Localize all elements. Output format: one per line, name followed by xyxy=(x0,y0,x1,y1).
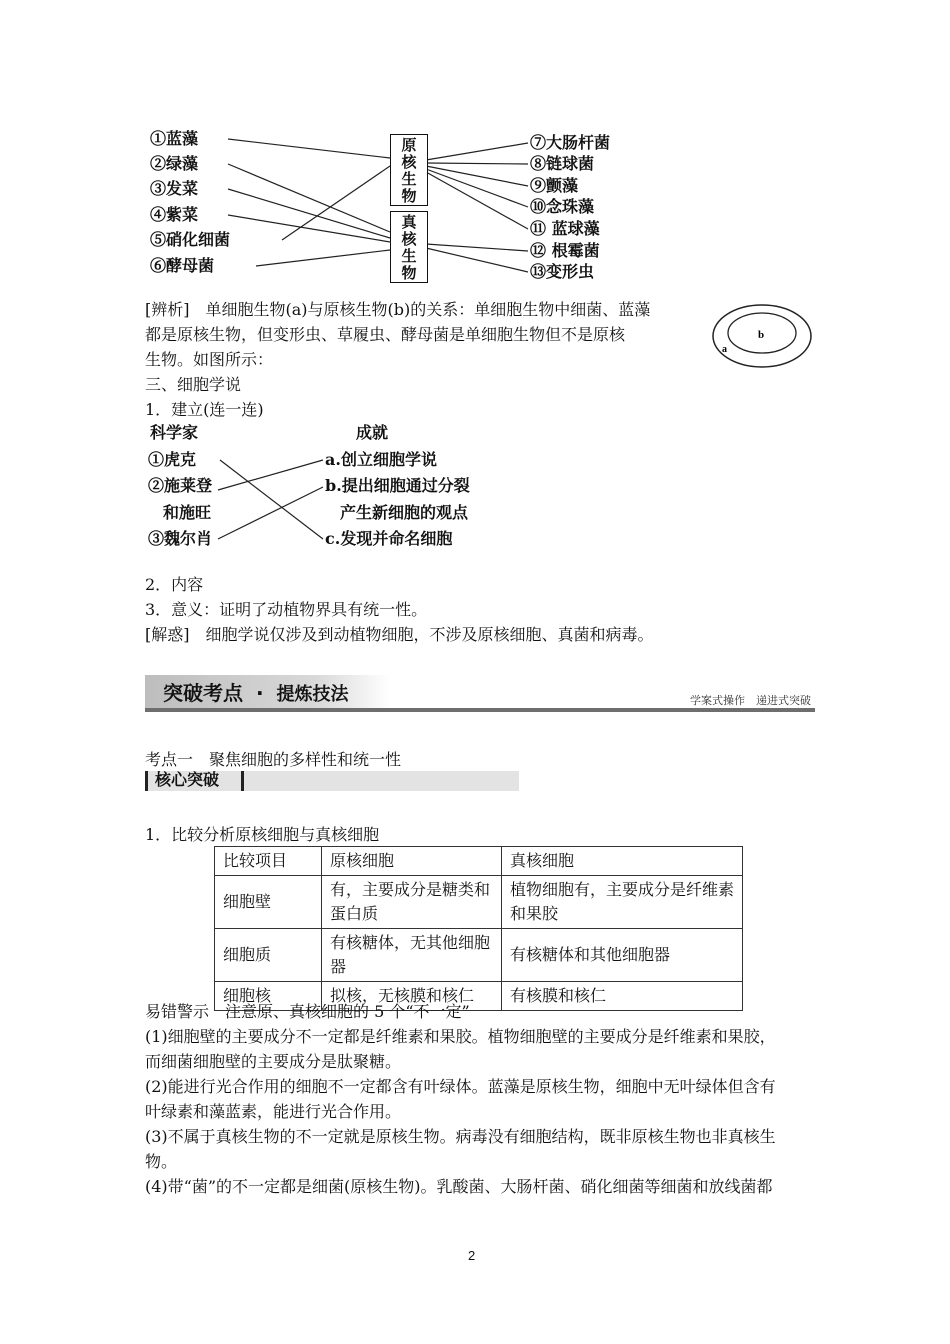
table-cell: 有，主要成分是糖类和蛋白质 xyxy=(322,876,502,929)
box-eukaryote xyxy=(390,211,428,283)
section-banner xyxy=(145,675,815,715)
scientist-2-cont: 和施旺 xyxy=(163,503,212,522)
table-cell: 细胞质 xyxy=(215,929,322,982)
analysis-line-1: [辨析] 单细胞生物(a)与原核生物(b)的关系：单细胞生物中细菌、蓝藻 xyxy=(145,300,651,319)
scientist-2: ②施莱登 xyxy=(148,476,213,495)
line-hooke-c xyxy=(220,460,323,539)
item-establish: 1．建立(连一连) xyxy=(145,400,264,419)
table-cell: 有核膜和核仁 xyxy=(502,982,743,1011)
box-prok-char-3: 生 xyxy=(401,170,417,188)
box-prok-char-2: 核 xyxy=(401,153,417,171)
banner-title-group xyxy=(163,678,349,710)
core-tag-bar xyxy=(145,771,519,791)
header-achievement: 成就 xyxy=(356,423,389,442)
circle-label-b: b xyxy=(758,329,765,341)
line-prok-r9 xyxy=(426,166,528,186)
table-cell: 有核糖体和其他细胞器 xyxy=(502,929,743,982)
table-cell: 植物细胞有，主要成分是纤维素和果胶 xyxy=(502,876,743,929)
right-item-13: ⑬变形虫 xyxy=(530,262,595,281)
banner-dot: · xyxy=(255,681,264,705)
line-l6-euk xyxy=(256,250,390,266)
analysis-line-3: 生物。如图所示： xyxy=(145,350,274,369)
box-euk-char-4: 物 xyxy=(401,264,417,282)
section-title-cell-theory: 三、细胞学说 xyxy=(145,375,242,394)
doubt-note: [解惑] 细胞学说仅涉及到动植物细胞，不涉及原核细胞、真菌和病毒。 xyxy=(145,625,654,644)
right-item-10: ⑩念珠藻 xyxy=(530,197,595,216)
table-header: 比较项目 xyxy=(215,847,322,876)
point-title: 考点一 聚焦细胞的多样性和统一性 xyxy=(145,750,402,769)
box-prokaryote xyxy=(390,134,428,206)
right-item-11: ⑪ 蓝球藻 xyxy=(530,219,600,238)
box-euk-char-3: 生 xyxy=(401,247,417,265)
table-row xyxy=(215,929,743,982)
comparison-table xyxy=(214,846,743,1011)
core-tag-left-bar xyxy=(145,771,148,791)
table-header-row xyxy=(215,847,743,876)
warning-line-7: (4)带“菌”的不一定都是细菌(原核生物)。乳酸菌、大肠杆菌、硝化细菌等细菌和放线菌都 xyxy=(145,1177,773,1196)
warning-line-4: 叶绿素和藻蓝素，能进行光合作用。 xyxy=(145,1102,402,1121)
compare-title: 1．比较分析原核细胞与真核细胞 xyxy=(145,825,380,844)
warning-line-3: (2)能进行光合作用的细胞不一定都含有叶绿体。蓝藻是原核生物，细胞中无叶绿体但含有 xyxy=(145,1077,776,1096)
table-header: 真核细胞 xyxy=(502,847,743,876)
line-prok-r10 xyxy=(426,169,528,207)
achievement-c: c.发现并命名细胞 xyxy=(325,529,453,548)
right-item-12: ⑫ 根霉菌 xyxy=(530,241,600,260)
scientist-lines xyxy=(0,420,950,560)
right-item-8: ⑧链球菌 xyxy=(530,154,595,173)
line-euk-r13 xyxy=(426,248,528,272)
line-prok-r7 xyxy=(426,143,528,160)
line-prok-r11 xyxy=(426,172,528,229)
box-euk-char-2: 核 xyxy=(401,230,417,248)
core-tag-right-bar xyxy=(241,771,244,791)
scientist-3: ③魏尔肖 xyxy=(148,529,213,548)
warning-line-5: (3)不属于真核生物的不一定就是原核生物。病毒没有细胞结构，既非原核生物也非真核生 xyxy=(145,1127,776,1146)
line-virchow-b xyxy=(218,487,323,539)
left-item-3: ③发菜 xyxy=(150,179,199,198)
item-content: 2．内容 xyxy=(145,575,204,594)
box-euk-char-1: 真 xyxy=(401,213,417,231)
analysis-line-2: 都是原核生物，但变形虫、草履虫、酵母菌是单细胞生物但不是原核 xyxy=(145,325,626,344)
core-tag-label: 核心突破 xyxy=(155,770,220,789)
matching-lines xyxy=(0,0,950,290)
scientist-1: ①虎克 xyxy=(148,450,197,469)
box-prok-char-1: 原 xyxy=(401,136,417,154)
right-item-7: ⑦大肠杆菌 xyxy=(530,133,611,152)
achievement-a: a.创立细胞学说 xyxy=(325,450,437,469)
warning-line-6: 物。 xyxy=(145,1152,178,1171)
banner-right-caption: 学案式操作 递进式突破 xyxy=(690,694,811,707)
left-item-1: ①蓝藻 xyxy=(150,129,199,148)
page-number: 2 xyxy=(468,1248,476,1263)
nested-circles-figure xyxy=(706,300,818,372)
banner-title: 突破考点 xyxy=(163,681,243,705)
line-prok-r8 xyxy=(426,163,528,164)
line-l4-euk xyxy=(228,215,390,242)
table-cell: 细胞核 xyxy=(215,982,322,1011)
table-row xyxy=(215,876,743,929)
table-header: 原核细胞 xyxy=(322,847,502,876)
line-l5-prok xyxy=(282,166,390,240)
line-l3-prok-alt xyxy=(228,189,390,238)
right-item-9: ⑨颤藻 xyxy=(530,176,579,195)
table-cell: 有核糖体，无其他细胞器 xyxy=(322,929,502,982)
warning-title: 易错警示 注意原、真核细胞的 5 个“不一定” xyxy=(145,1002,470,1021)
left-item-6: ⑥酵母菌 xyxy=(150,256,215,275)
warning-line-2: 而细菌细胞壁的主要成分是肽聚糖。 xyxy=(145,1052,402,1071)
box-prok-char-4: 物 xyxy=(401,187,417,205)
banner-subtitle: 提炼技法 xyxy=(276,684,349,705)
line-schleiden-a xyxy=(218,460,323,490)
left-item-4: ④紫菜 xyxy=(150,205,199,224)
warning-line-1: (1)细胞壁的主要成分不一定都是纤维素和果胶。植物细胞壁的主要成分是纤维素和果胶， xyxy=(145,1027,776,1046)
table-cell: 拟核，无核膜和核仁 xyxy=(322,982,502,1011)
achievement-b: b.提出细胞通过分裂 xyxy=(325,476,470,495)
achievement-b-cont: 产生新细胞的观点 xyxy=(340,503,469,522)
left-item-2: ②绿藻 xyxy=(150,154,199,173)
item-significance: 3．意义：证明了动植物界具有统一性。 xyxy=(145,600,428,619)
table-cell: 细胞壁 xyxy=(215,876,322,929)
left-item-5: ⑤硝化细菌 xyxy=(150,230,231,249)
circle-label-a: a xyxy=(722,344,727,355)
line-euk-r12 xyxy=(426,244,528,251)
line-l1-prok xyxy=(228,139,390,158)
header-scientist: 科学家 xyxy=(150,423,199,442)
